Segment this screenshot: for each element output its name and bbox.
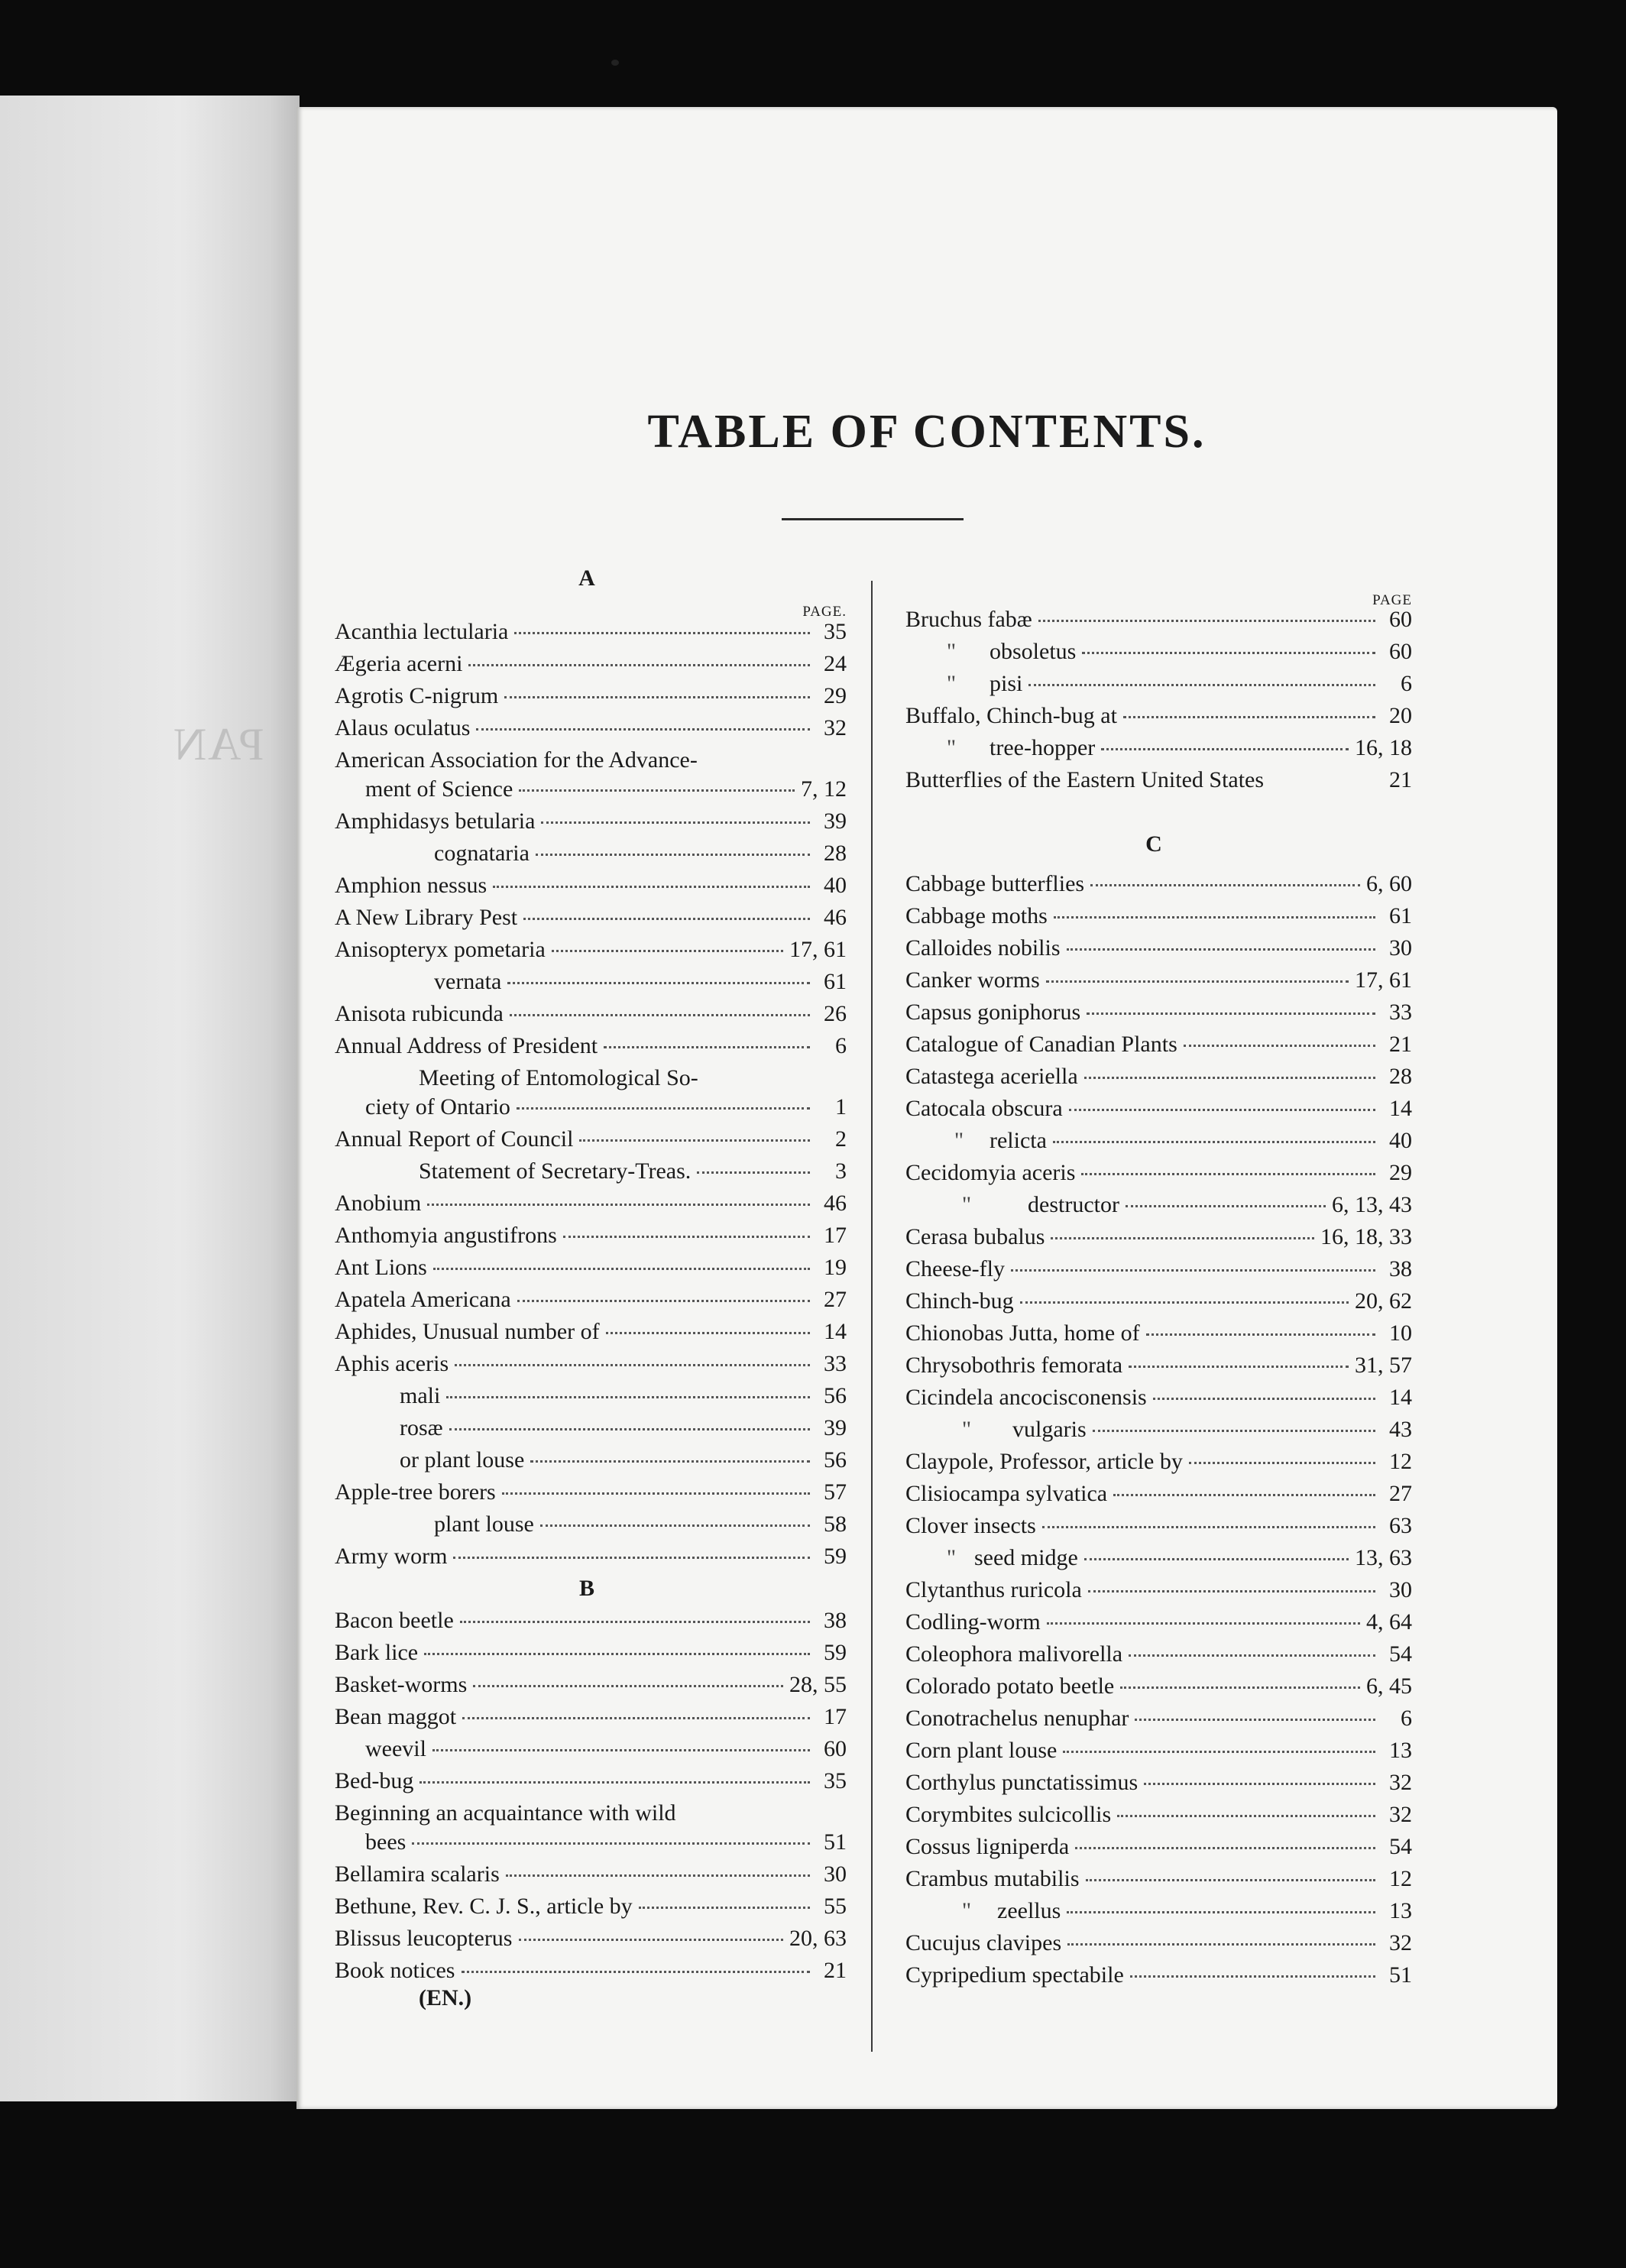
toc-entry: Crambus mutabilis 12 [905, 1866, 1412, 1891]
toc-entry: Anthomyia angustifrons 17 [335, 1223, 847, 1248]
toc-entry: weevil 60 [365, 1736, 847, 1761]
document-page [296, 107, 1557, 2109]
signature-mark: (EN.) [419, 1985, 472, 2010]
toc-entry: Chrysobothris femorata 31, 57 [905, 1353, 1412, 1378]
toc-entry: Bean maggot 17 [335, 1704, 847, 1729]
toc-entry: Canker worms 17, 61 [905, 967, 1412, 993]
toc-entry: Coleophora malivorella 54 [905, 1641, 1412, 1667]
toc-entry: ment of Science 7, 12 [365, 776, 847, 802]
toc-entry: Bark lice 59 [335, 1640, 847, 1665]
bleed-through-text: PAN [172, 719, 264, 770]
toc-entry: Book notices 21 [335, 1958, 847, 1983]
toc-entry: Cossus ligniperda 54 [905, 1834, 1412, 1859]
toc-entry: Aphides, Unusual number of 14 [335, 1319, 847, 1344]
toc-entry: bees 51 [365, 1829, 847, 1855]
previous-page-edge [0, 96, 300, 2101]
toc-entry: Bellamira scalaris 30 [335, 1861, 847, 1887]
section-letter-a: A [578, 565, 595, 591]
toc-entry: " tree-hopper 16, 18 [946, 735, 1412, 760]
page-column-header: PAGE [1372, 592, 1412, 608]
toc-entry: Clisiocampa sylvatica 27 [905, 1481, 1412, 1506]
toc-entry: Bacon beetle 38 [335, 1608, 847, 1633]
toc-entry: Cecidomyia aceris 29 [905, 1160, 1412, 1185]
toc-entry: Ægeria acerni 24 [335, 651, 847, 676]
toc-entry: Army worm 59 [335, 1544, 847, 1569]
toc-entry: Blissus leucopterus 20, 63 [335, 1926, 847, 1951]
toc-entry: " vulgaris 43 [961, 1417, 1412, 1442]
toc-entry: Anisota rubicunda 26 [335, 1001, 847, 1026]
toc-entry: Chionobas Jutta, home of 10 [905, 1320, 1412, 1346]
toc-entry: Apple-tree borers 57 [335, 1479, 847, 1505]
toc-entry: Alaus oculatus 32 [335, 715, 847, 740]
toc-entry: " zeellus 13 [961, 1898, 1412, 1923]
toc-entry: Corthylus punctatissimus 32 [905, 1770, 1412, 1795]
toc-entry: " seed midge 13, 63 [946, 1545, 1412, 1570]
toc-entry: Cabbage butterflies 6, 60 [905, 871, 1412, 896]
toc-entry: Aphis aceris 33 [335, 1351, 847, 1376]
toc-entry: Ant Lions 19 [335, 1255, 847, 1280]
toc-entry: Annual Address of President 6 [335, 1033, 847, 1058]
page-title: TABLE OF CONTENTS. [647, 406, 1207, 458]
toc-entry: Bed-bug 35 [335, 1768, 847, 1793]
toc-entry-wrapped: Beginning an acquaintance with wild [335, 1800, 676, 1826]
toc-entry: Bruchus fabæ 60 [905, 607, 1412, 632]
toc-entry: Claypole, Professor, article by 12 [905, 1449, 1412, 1474]
toc-entry: Anisopteryx pometaria 17, 61 [335, 937, 847, 962]
toc-entry: Clytanthus ruricola 30 [905, 1577, 1412, 1602]
toc-entry: Clover insects 63 [905, 1513, 1412, 1538]
toc-entry: Buffalo, Chinch-bug at 20 [905, 703, 1412, 728]
toc-entry: cognataria 28 [434, 841, 847, 866]
toc-entry: Annual Report of Council 2 [335, 1126, 847, 1152]
toc-entry: Cerasa bubalus 16, 18, 33 [905, 1224, 1412, 1249]
toc-entry: Catastega aceriella 28 [905, 1064, 1412, 1089]
title-rule [782, 518, 964, 520]
toc-entry: A New Library Pest 46 [335, 905, 847, 930]
toc-entry: Conotrachelus nenuphar 6 [905, 1706, 1412, 1731]
toc-entry-wrapped: American Association for the Advance- [335, 747, 698, 773]
toc-entry-wrapped: Meeting of Entomological So- [419, 1065, 698, 1090]
toc-entry: rosæ 39 [400, 1415, 847, 1440]
toc-entry: Calloides nobilis 30 [905, 935, 1412, 961]
toc-entry: " obsoletus 60 [946, 639, 1412, 664]
toc-entry: Anobium 46 [335, 1191, 847, 1216]
toc-entry: Cicindela ancocisconensis 14 [905, 1385, 1412, 1410]
toc-entry: Statement of Secretary-Treas. 3 [419, 1158, 847, 1184]
toc-entry: Capsus goniphorus 33 [905, 1000, 1412, 1025]
toc-entry: Basket-worms 28, 55 [335, 1672, 847, 1697]
toc-entry: Cypripedium spectabile 51 [905, 1962, 1412, 1988]
toc-entry: mali 56 [400, 1383, 847, 1408]
toc-entry: Acanthia lectularia 35 [335, 619, 847, 644]
toc-entry: Codling-worm 4, 64 [905, 1609, 1412, 1635]
page-column-header: PAGE. [802, 604, 847, 620]
toc-entry: " destructor 6, 13, 43 [961, 1192, 1412, 1217]
toc-entry: vernata 61 [434, 969, 847, 994]
toc-entry: Cheese-fly 38 [905, 1256, 1412, 1281]
toc-entry: Corymbites sulcicollis 32 [905, 1802, 1412, 1827]
toc-entry: Cabbage moths 61 [905, 903, 1412, 928]
toc-entry: Catalogue of Canadian Plants 21 [905, 1032, 1412, 1057]
dust-speck [611, 60, 619, 66]
toc-entry: Amphidasys betularia 39 [335, 808, 847, 834]
column-divider [871, 581, 873, 2052]
toc-entry: " relicta 40 [954, 1128, 1412, 1153]
toc-entry: Agrotis C-nigrum 29 [335, 683, 847, 708]
toc-entry: " pisi 6 [946, 671, 1412, 696]
toc-entry: ciety of Ontario 1 [365, 1094, 847, 1119]
toc-entry: plant louse 58 [434, 1511, 847, 1537]
toc-entry: Catocala obscura 14 [905, 1096, 1412, 1121]
toc-entry: Apatela Americana 27 [335, 1287, 847, 1312]
toc-entry: Chinch-bug 20, 62 [905, 1288, 1412, 1314]
toc-entry: Amphion nessus 40 [335, 873, 847, 898]
toc-entry: Butterflies of the Eastern United States 21 [905, 767, 1412, 792]
section-letter-b: B [578, 1576, 594, 1601]
toc-entry: Corn plant louse 13 [905, 1738, 1412, 1763]
toc-entry: Colorado potato beetle 6, 45 [905, 1673, 1412, 1699]
toc-entry: Cucujus clavipes 32 [905, 1930, 1412, 1955]
section-letter-c: C [1145, 831, 1162, 857]
toc-entry: or plant louse 56 [400, 1447, 847, 1473]
toc-entry: Bethune, Rev. C. J. S., article by 55 [335, 1894, 847, 1919]
